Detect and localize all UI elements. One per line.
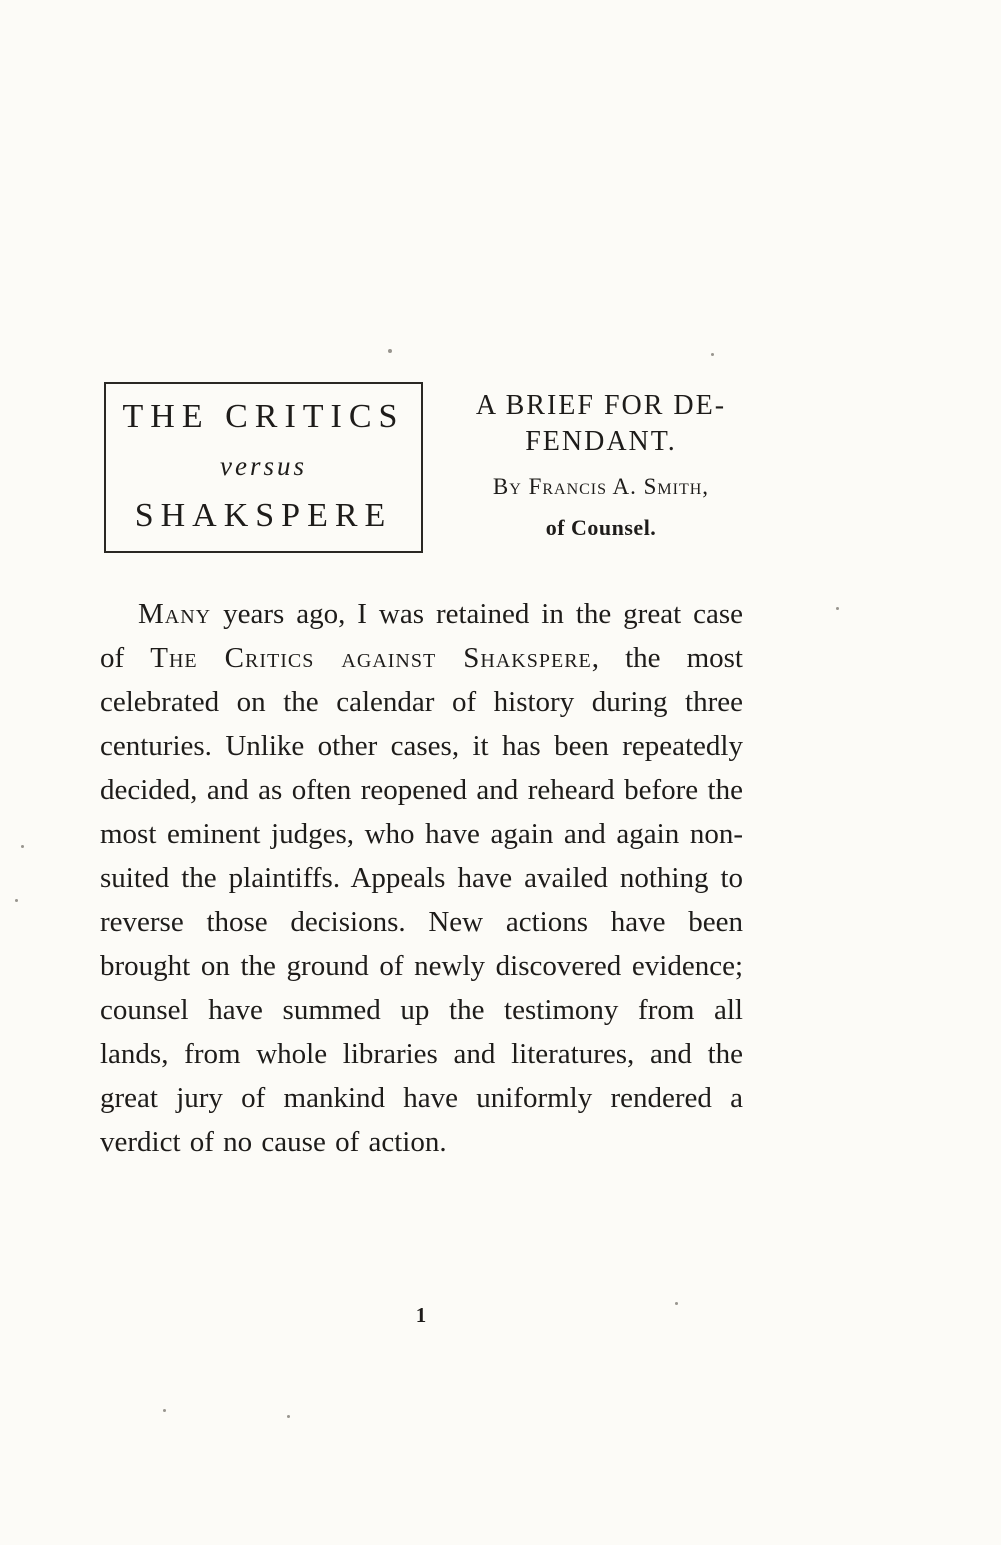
title-box-line-2: SHAKSPERE	[134, 497, 393, 534]
lead-word: Many	[138, 598, 212, 630]
title-box	[104, 382, 423, 553]
body-text-segment-1: years ago, I was retained in the great case of	[100, 598, 743, 674]
case-name: The Critics against Shakspere	[150, 642, 592, 674]
page-number: 1	[415, 1303, 428, 1327]
scan-speck	[15, 899, 18, 902]
body-paragraph	[100, 592, 743, 1164]
scan-speck	[388, 349, 392, 353]
title-box-line-1: THE CRITICS	[122, 398, 405, 435]
scan-speck	[21, 845, 24, 848]
byline-of-counsel: of Counsel.	[545, 515, 657, 540]
brief-title	[445, 388, 757, 460]
brief-title-line-2: FENDANT.	[525, 426, 677, 457]
scan-speck	[287, 1415, 290, 1418]
scan-speck	[836, 607, 839, 610]
body-text-segment-2: , the most celebrated on the calendar of history during three centuries. Unlike other cases, it has been repeatedly decided, and as often reopened and reheard before the most eminent judges, who have again and again non-suited the plaintiffs. Appeals have availed nothing to reverse those decisions. New actions have been brought on the ground of newly discovered evidence; counsel have summed up the testimony from all lands, from whole libraries and literatures, and the great jury of mankind have uniformly rendered a verdict of no cause of action.	[100, 642, 743, 1158]
byline-author: By Francis A. Smith,	[492, 474, 710, 499]
scan-speck	[163, 1409, 166, 1412]
title-box-versus: versus	[220, 451, 307, 481]
brief-title-line-1: A BRIEF FOR DE-	[475, 390, 727, 421]
scan-speck	[711, 353, 714, 356]
scan-speck	[675, 1302, 678, 1305]
header-right	[445, 388, 757, 542]
